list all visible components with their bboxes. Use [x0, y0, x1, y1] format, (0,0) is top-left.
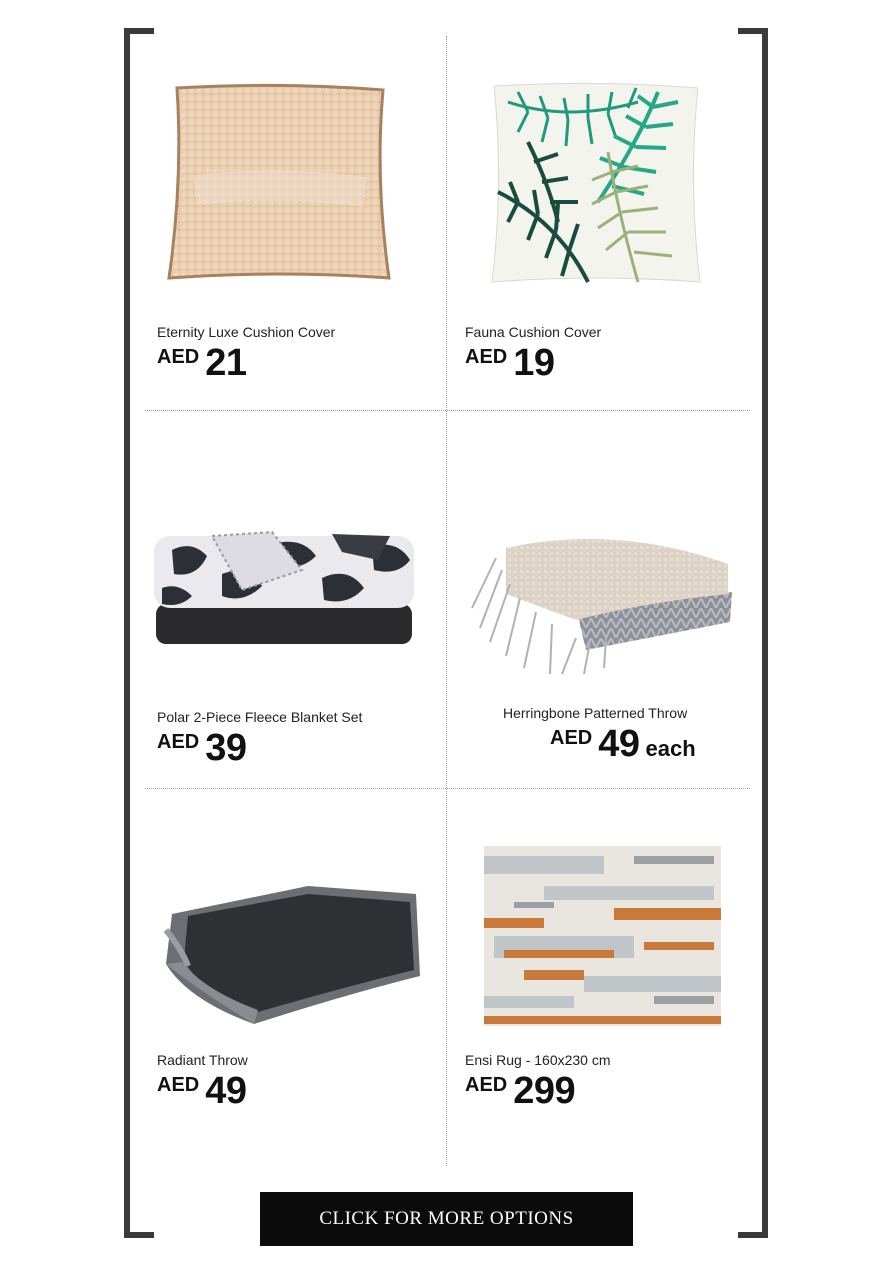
- product-price: [550, 723, 696, 766]
- more-options-button[interactable]: CLICK FOR MORE OPTIONS: [260, 1192, 633, 1246]
- product-price: [465, 1070, 575, 1113]
- product-name: Polar 2-Piece Fleece Blanket Set: [157, 709, 363, 725]
- currency-label: AED: [465, 1074, 508, 1096]
- row-divider: [145, 410, 750, 411]
- product-name: Radiant Throw: [157, 1052, 248, 1068]
- product-name: Eternity Luxe Cushion Cover: [157, 324, 336, 340]
- price-amount: 299: [513, 1070, 576, 1112]
- product-price: [465, 342, 555, 385]
- currency-label: AED: [550, 727, 593, 749]
- currency-label: AED: [157, 1074, 200, 1096]
- product-price: [157, 727, 247, 770]
- price-suffix: each: [645, 736, 696, 761]
- currency-label: AED: [157, 731, 200, 753]
- rug-image[interactable]: [484, 846, 721, 1026]
- radiant-throw-image[interactable]: [158, 880, 423, 1028]
- herringbone-throw-image[interactable]: [466, 528, 736, 676]
- cushion-image[interactable]: [165, 80, 395, 285]
- product-price: [157, 342, 247, 385]
- price-amount: 39: [205, 727, 247, 769]
- price-amount: 49: [205, 1070, 247, 1112]
- currency-label: AED: [465, 346, 508, 368]
- column-divider: [446, 36, 447, 1166]
- right-bracket-frame: [738, 28, 768, 1238]
- fern-cushion-image[interactable]: [488, 82, 703, 287]
- currency-label: AED: [157, 346, 200, 368]
- price-amount: 49: [598, 723, 640, 765]
- price-amount: 21: [205, 342, 247, 384]
- product-name: Herringbone Patterned Throw: [503, 705, 688, 721]
- price-amount: 19: [513, 342, 555, 384]
- left-bracket-frame: [124, 28, 154, 1238]
- fleece-blanket-image[interactable]: [152, 530, 417, 650]
- product-name: Ensi Rug - 160x230 cm: [465, 1052, 611, 1068]
- row-divider: [145, 788, 750, 789]
- product-price: [157, 1070, 247, 1113]
- product-name: Fauna Cushion Cover: [465, 324, 602, 340]
